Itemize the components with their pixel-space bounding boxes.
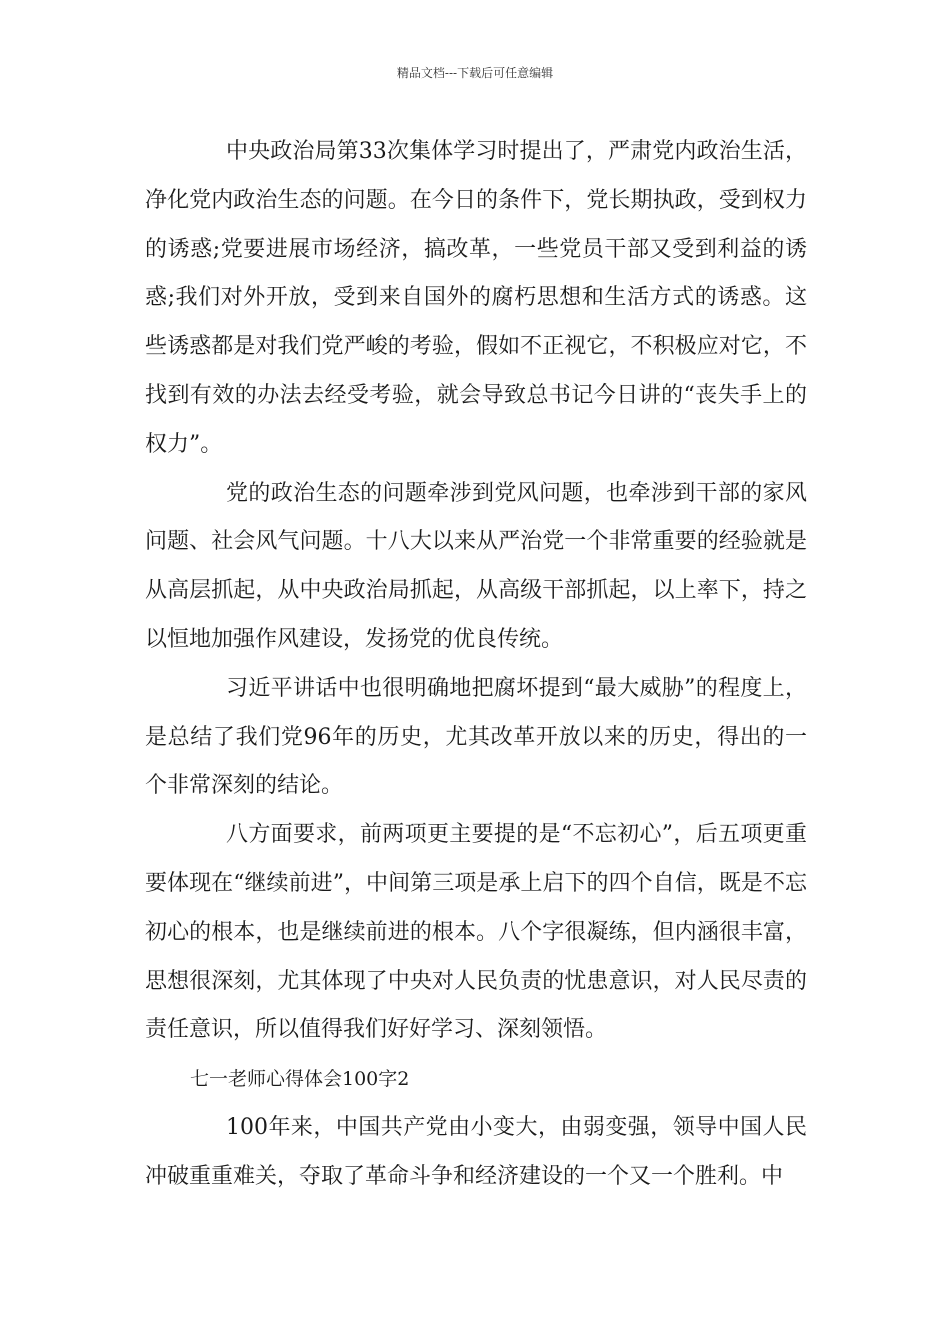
paragraph: 八方面要求，前两项更主要提的是“不忘初心”，后五项更重要体现在“继续前进”，中间第三项是承上启下的四个自信，既是不忘初心的根本，也是继续前进的根本。八个字很凝练，但内涵很丰富，思想很深刻，尤其体现了中央对人民负责的忧患意识，对人民尽责的责任意识，所以值得我们好好学习、深刻领悟。 — [145, 822, 807, 1043]
paragraph: 中央政治局第33次集体学习时提出了，严肃党内政治生活，净化党内政治生态的问题。在今日的条件下，党长期执政，受到权力的诱惑;党要进展市场经济，搞改革，一些党员干部又受到利益的诱惑;我们对外开放，受到来自国外的腐朽思想和生活方式的诱惑。这些诱惑都是对我们党严峻的考验，假如不正视它，不积极应对它，不找到有效的办法去经受考验，就会导致总书记今日讲的“丧失手上的权力”。 — [145, 139, 807, 457]
paragraph: 党的政治生态的问题牵涉到党风问题，也牵涉到干部的家风问题、社会风气问题。十八大以来从严治党一个非常重要的经验就是从高层抓起，从中央政治局抓起，从高级干部抓起，以上率下，持之以恒地加强作风建设，发扬党的优良传统。 — [145, 480, 807, 652]
paragraph: 100年来，中国共产党由小变大，由弱变强，领导中国人民冲破重重难关，夺取了革命斗争和经济建设的一个又一个胜利。中 — [145, 1114, 807, 1189]
page-header: 精品文档---下载后可任意编辑 — [396, 66, 554, 80]
document-body — [145, 128, 807, 1202]
paragraph: 习近平讲话中也很明确地把腐坏提到“最大威胁”的程度上，是总结了我们党96年的历史，尤其改革开放以来的历史，得出的一个非常深刻的结论。 — [145, 675, 807, 799]
section-heading: 七一老师心得体会100字2 — [190, 1068, 410, 1091]
